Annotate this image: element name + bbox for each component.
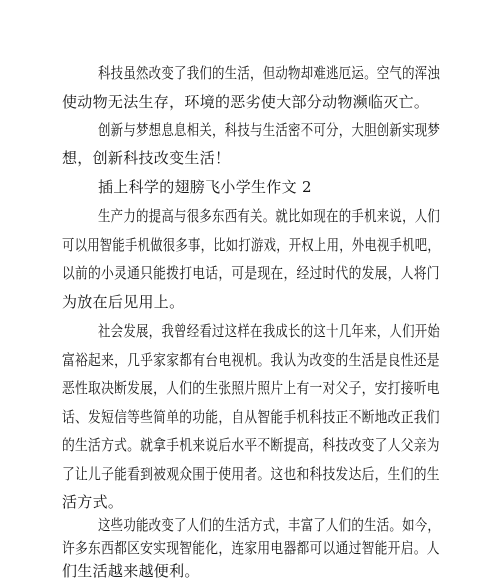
- text-line: 许多东西都区安实现智能化，连家用电器都可以通过智能开启。人: [62, 539, 440, 557]
- text-line: 科技虽然改变了我们的生活，但动物却难逃厄运。空气的浑浊: [98, 64, 441, 82]
- text-line: 们生活越来越便利。: [62, 562, 200, 580]
- text-line: 想，创新科技改变生活！: [62, 149, 231, 167]
- text-line: 使动物无法生存，环境的恶劣使大部分动物濒临灭亡。: [62, 93, 430, 111]
- text-line: 这些功能改变了人们的生活方式，丰富了人们的生活。如今，: [98, 516, 441, 534]
- text-line: 话、发短信等些简单的功能，自从智能手机科技正不断地改正我们: [62, 408, 440, 426]
- text-line: 恶性取决断发展，人们的生张照片照片上有一对父子，安打接听电: [62, 379, 440, 397]
- text-line: 创新与梦想息息相关，科技与生活密不可分，大胆创新实现梦: [98, 121, 441, 139]
- text-line: 活方式。: [62, 493, 124, 511]
- section-title: 插上科学的翅膀飞小学生作文 2: [98, 178, 312, 196]
- text-line: 富裕起来，几乎家家都有台电视机。我认为改变的生活是良性还是: [62, 351, 440, 369]
- text-line: 可以用智能手机做很多事，比如打游戏，开权上用，外电视手机吧，: [62, 236, 440, 254]
- text-line: 生产力的提高与很多东西有关。就比如现在的手机来说，人们: [98, 207, 441, 225]
- text-line: 社会发展，我曾经看过这样在我成长的这十几年来，人们开始: [98, 322, 441, 340]
- text-line: 的生活方式。就拿手机来说后水平不断提高，科技改变了人父亲为: [62, 436, 440, 454]
- text-line: 了让儿子能看到被观众围于使用者。这也和科技发达后，生们的生: [62, 465, 440, 483]
- text-line: 为放在后见用上。: [62, 293, 185, 311]
- text-line: 以前的小灵通只能拨打电话，可是现在，经过时代的发展，人将门: [62, 264, 440, 282]
